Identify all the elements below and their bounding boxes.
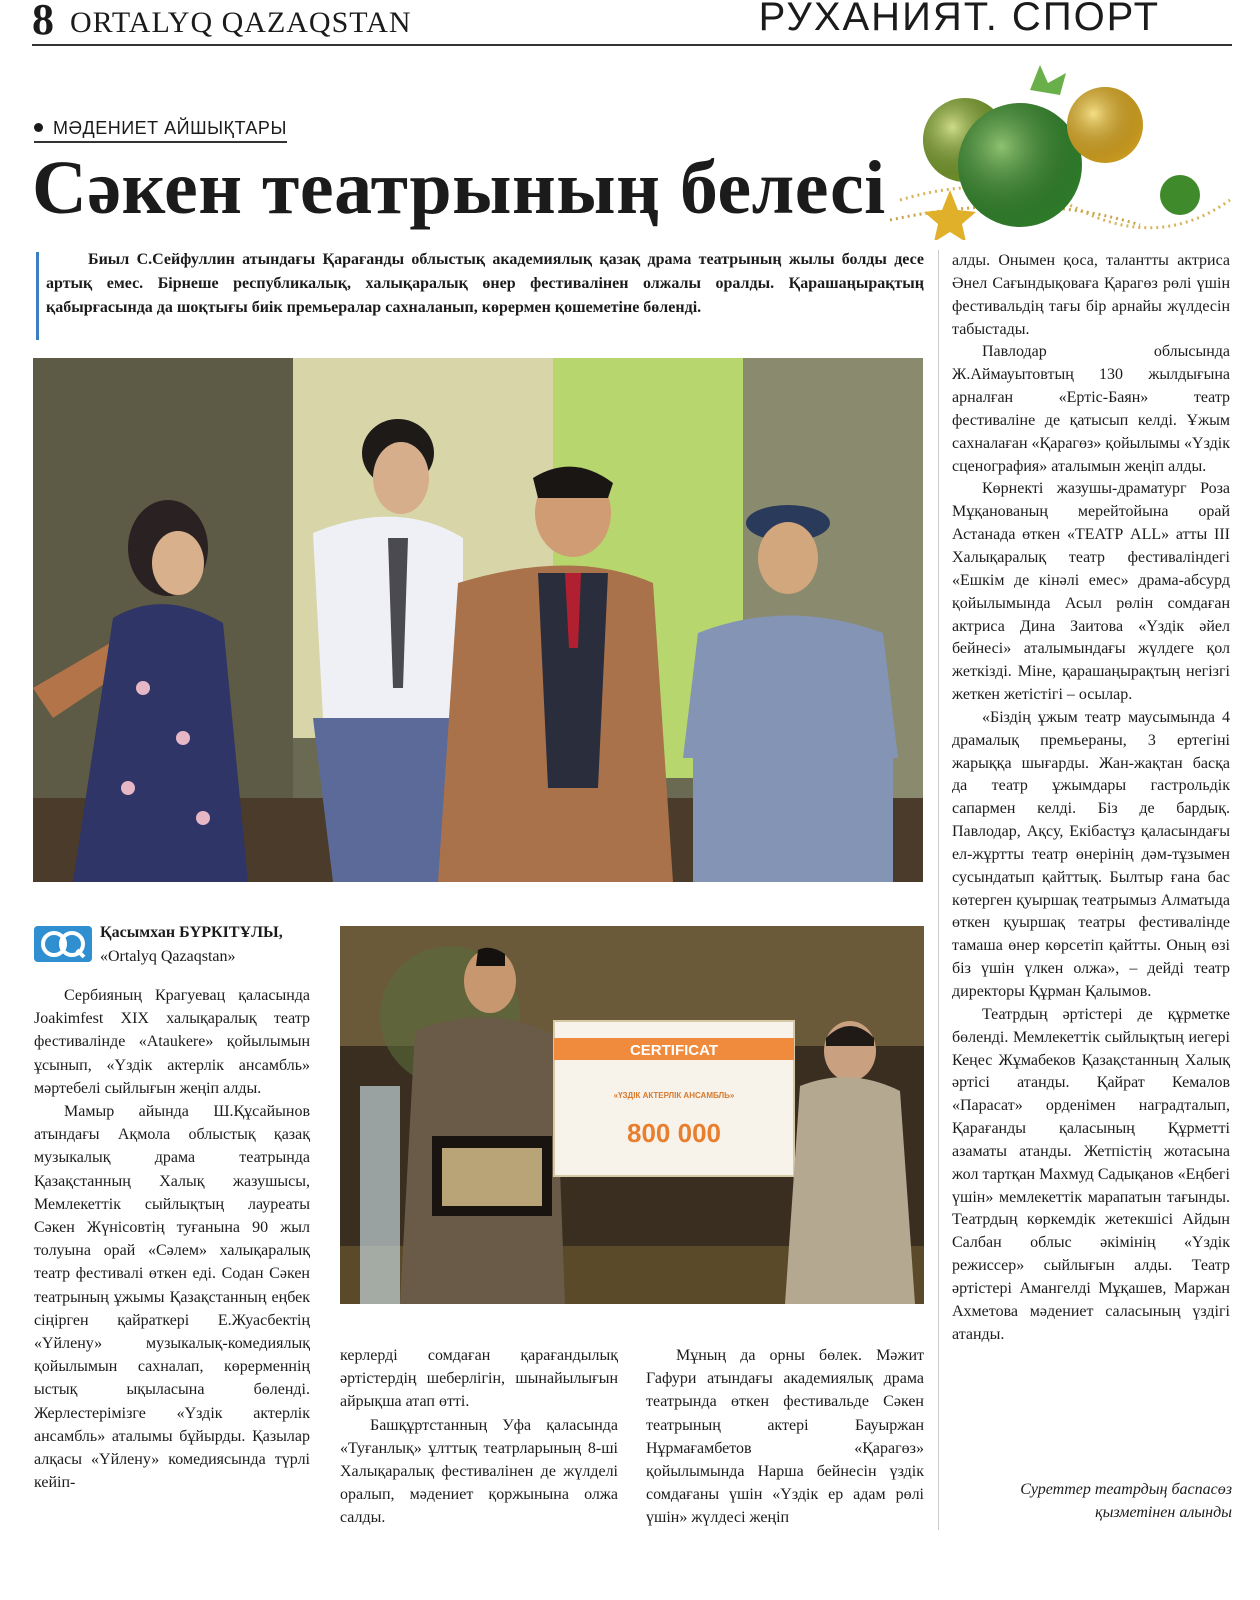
- paragraph: Сербияның Крагуевац қаласында Joakimfest XIX халықаралық театр фестивалінде «Ataukere» қойылымын ұсынып, «Үздік актерлік ансамбль» мәртебелі сыйлығын жеңіп алды.: [34, 987, 310, 1097]
- stage-performance-photo: [33, 358, 923, 882]
- article-rubric: [34, 118, 287, 143]
- article-lead: Биыл С.Сейфуллин атындағы Қарағанды облыстық академиялық қазақ драма театрының жылы болды десе артық емес. Бірнеше республикалық, халықаралық өнер фестивалінен олжалы оралды. Қарашаңырақтың қабырғасында да шоқтығы биік премьералар сахналанып, көрермен қошеметіне бөленді.: [46, 251, 924, 316]
- paragraph: «Біздің ұжым театр маусымында 4 драмалық премьераны, 3 ертегіні жарыққа шығарды. Жан-жақтан басқа да театр ұжымдары гастрольдік сапармен келді. Біз де бардық. Павлодар, Ақсу, Екібастұз қаласындағы ел-жұртты театр өнерінің дәм-тұзымен сусындатып қайттық. Былтыр ғана бас көтерген қуыршақ театрымыз Алматыда өткен қуыршақ театры фестивалінде тамаша өнер көрсетіп қайтты. Оның өзі біз үшін үлкен олжа», – дейді театр директоры Құрман Қалымов.: [952, 708, 1230, 1000]
- paragraph: Башқұртстанның Уфа қаласында «Туғанлық» ұлттық театрларының 8-ші Халықаралық фестивалінен де жүлделі оралып, мәдениет қоржынына олжа салды.: [340, 1416, 618, 1527]
- paragraph: Театрдың әртістері де құрметке бөленді. Мемлекеттік сыйлықтың иегері Кеңес Жұмабеков Қазақстанның Халық әртісі атанды. Қайрат Кемалов «Парасат» орденімен наградталып, Қарағанды қаласының Құрметті азаматы атанды. Жетпістің жотасына жол тартқан Махмуд Садықанов «Еңбегі үшін» мемлекеттік марапатын тағынды. Театрдың көркемдік жетекшісі Айдын Салбан облыс әкімінің «Үздік режиссер» сыйлығын алды. Театр әртістері Амангелді Мұқашев, Маржан Ахметова мәдениет саласының үздігі атанды.: [952, 1005, 1230, 1343]
- christmas-ornament-illustration: [880, 50, 1240, 240]
- photo-credit: Суреттер театрдың баспасөз қызметінен алынды: [1020, 1481, 1232, 1521]
- award-ceremony-photo: [340, 926, 924, 1304]
- author-name: Қасымхан БҮРКІТҰЛЫ,: [100, 924, 283, 941]
- newspaper-logo-icon: [34, 926, 92, 962]
- article-column-1: [34, 984, 310, 1494]
- paragraph: Көрнекті жазушы-драматург Роза Мұқанованың мерейтойына орай Астанада өткен «ТЕАТР ALL» атты III Халықаралық театр фестиваліндегі «Ешкім де кінәлі емес» драма-абсурд қойылымында Асыл рөлін сомдаған актриса Дина Заитова «Үздік әйел бейнесі» аталымындағы жүлдеге қол жеткізді. Міне, қарашаңырақтың негізгі жеткен жетістігі – осылар.: [952, 480, 1230, 704]
- certificate-title: CERTIFICAT: [629, 1042, 719, 1059]
- page-header: [0, 0, 1260, 48]
- author-organization: «Ortalyq Qazaqstan»: [100, 948, 236, 965]
- rubric-label: МӘДЕНИЕТ АЙШЫҚТАРЫ: [53, 118, 287, 138]
- column-divider: [938, 250, 939, 1530]
- bullet-icon: [34, 123, 43, 132]
- page-number: 8: [32, 0, 54, 44]
- newspaper-name: ORTALYQ QAZAQSTAN: [70, 6, 412, 39]
- article-headline: Сәкен театрының белесі: [32, 146, 886, 230]
- article-column-2: [340, 1344, 618, 1530]
- header-divider: [32, 44, 1232, 46]
- article-column-3: [646, 1344, 924, 1530]
- article-column-4: [952, 250, 1230, 1347]
- section-title: РУХАНИЯТ. СПОРТ: [758, 0, 1160, 39]
- paragraph: Павлодар облысында Ж.Аймауытовтың 130 жылдығына арналған «Ертіс-Баян» театр фестиваліне де қатысып келді. Ұжым сахналаған «Қарагөз» қойылымы «Үздік сценография» аталымын жеңіп алды.: [952, 343, 1230, 475]
- certificate-amount: 800 000: [627, 1118, 721, 1148]
- paragraph: керлерді сомдаған қарағандылық әртістердің шеберлігін, шынайылығын айрықша атап өтті.: [340, 1347, 618, 1411]
- paragraph: алды. Онымен қоса, талантты актриса Әнел Сағындықоваға Қарагөз рөлі үшін фестивальдің тағы бір арнайы жүлдесін табыстады.: [952, 252, 1230, 338]
- lead-accent-bar: [36, 252, 39, 340]
- paragraph: Мамыр айында Ш.Құсайынов атындағы Ақмола облыстық қазақ музыкалық драма театрында Қазақстанның Халық жазушысы, Мемлекеттік сыйлықтың лауреаты Сәкен Жүнісовтің туғанына 90 жыл толуына орай «Сәлем» халықаралық театр фестивалі өткен еді. Содан Сәкен театрының ұжымы Қазақстанның еңбек сіңірген қайраткері Е.Жуасбектің «Үйлену» музыкалық-комедиялық қойылымын сахналап, көрерменнің ыстық ықыласына бөленді. Жерлестерімізге «Үздік актерлік ансамбль» аталымы бұйырды. Қазылар алқасы «Үйлену» комедиясында түрлі кейіп-: [34, 1103, 310, 1492]
- paragraph: Мұның да орны бөлек. Мәжит Гафури атындағы академиялық драма театрында өткен фестивальде Сәкен театрының актері Бауыржан Нұрмағамбетов «Қарагөз» қойылымында Нарша бейнесін үздік сомдағаны үшін «Үздік ер адам рөлі үшін» жүлдесі жеңіп: [646, 1347, 924, 1527]
- certificate-subtitle: «ҮЗДІК АКТЕРЛІК АНСАМБЛЬ»: [613, 1091, 735, 1100]
